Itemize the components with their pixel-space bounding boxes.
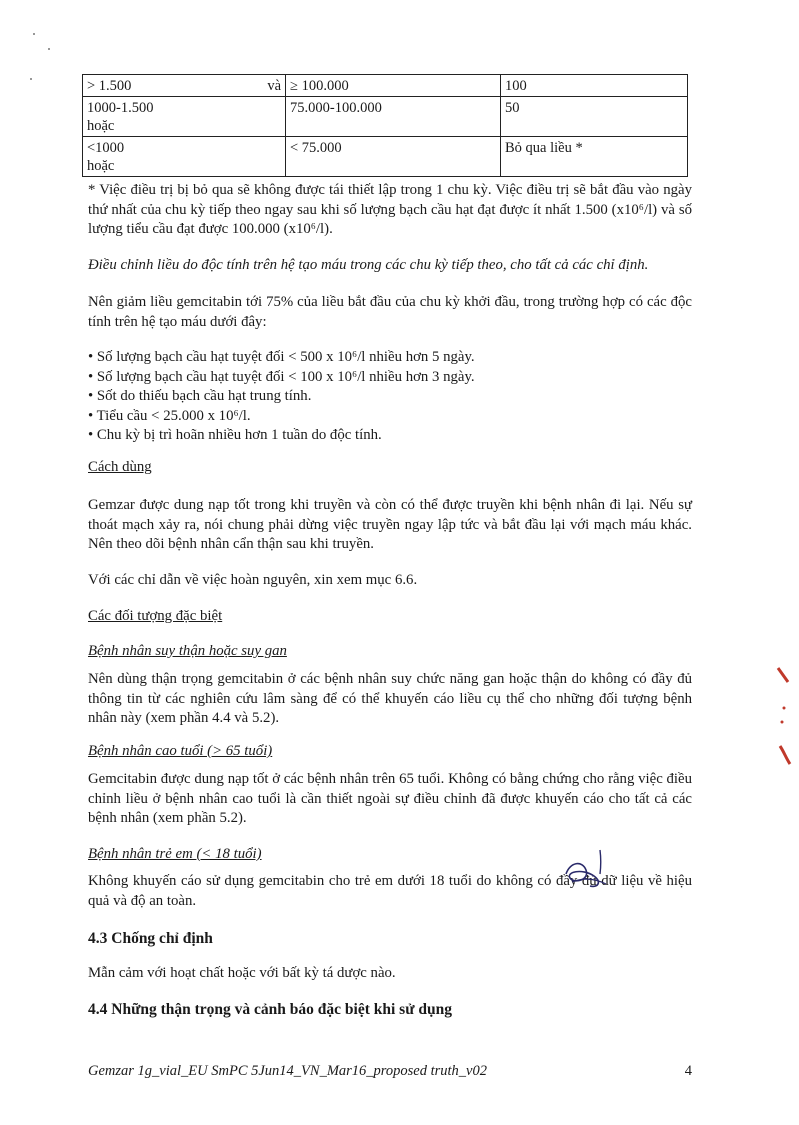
special-populations-heading: Các đối tượng đặc biệt xyxy=(88,608,223,624)
table-cell xyxy=(501,97,688,137)
warnings-heading: 4.4 Những thận trọng và cảnh báo đặc biệt khi sử dụng xyxy=(88,1001,453,1018)
administration-paragraph: Gemzar được dung nạp tốt trong khi truyền và còn có thể được truyền khi bệnh nhân đi lại. Nếu sự thoát mạch xảy ra, nói chung phải dừng việc truyền ngay lập tức và bắt đầu lại với mạch máu khác. Nên theo dõi bệnh nhân cẩn thận sau khi truyền. xyxy=(88,497,692,552)
cell-text: < 75.000 xyxy=(290,140,342,156)
administration-heading: Cách dùng xyxy=(88,459,152,475)
table-cell xyxy=(286,75,501,97)
table-cell xyxy=(501,137,688,177)
table-footnote: * Việc điều trị bị bỏ qua sẽ không được tái thiết lập trong 1 chu kỳ. Việc điều trị sẽ bắt đầu vào ngày thứ nhất của chu kỳ tiếp theo ngay sau khi số lượng bạch cầu hạt đạt được ít nhất 1.500 (x10⁶/l) và số lượng tiểu cầu đạt được 100.000 (x10⁶/l). xyxy=(88,182,692,237)
list-item: • Chu kỳ bị trì hoãn nhiều hơn 1 tuần do độc tính. xyxy=(88,426,692,446)
cell-text: 75.000-100.000 xyxy=(290,100,382,116)
cell-text: hoặc xyxy=(87,118,115,134)
hematologic-toxicity-heading: Điều chỉnh liều do độc tính trên hệ tạo máu trong các chu kỳ tiếp theo, cho tất cả các chỉ định. xyxy=(88,257,649,273)
scan-speck xyxy=(30,78,32,80)
contraindications-heading: 4.3 Chống chỉ định xyxy=(88,930,213,947)
table-row xyxy=(83,75,688,97)
contraindications-paragraph: Mẫn cảm với hoạt chất hoặc với bất kỳ tá dược nào. xyxy=(88,965,396,981)
table-cell xyxy=(83,137,286,177)
scan-speck xyxy=(33,33,35,35)
renal-hepatic-heading: Bệnh nhân suy thận hoặc suy gan xyxy=(88,643,287,659)
page-footer xyxy=(88,1063,692,1080)
cell-text: 100 xyxy=(505,78,527,94)
table-cell xyxy=(83,75,286,97)
list-item: • Tiểu cầu < 25.000 x 10⁶/l. xyxy=(88,407,692,427)
list-item: • Số lượng bạch cầu hạt tuyệt đối < 100 x 10⁶/l nhiều hơn 3 ngày. xyxy=(88,368,692,388)
table-cell xyxy=(501,75,688,97)
cell-text: 1000-1.500 xyxy=(87,100,154,116)
table-row xyxy=(83,97,688,137)
list-item: • Số lượng bạch cầu hạt tuyệt đối < 500 x 10⁶/l nhiều hơn 5 ngày. xyxy=(88,348,692,368)
dose-adjustment-table xyxy=(82,74,688,177)
cell-text: <1000 xyxy=(87,140,125,156)
hematologic-toxicity-intro: Nên giảm liều gemcitabin tới 75% của liều bắt đầu của chu kỳ khởi đầu, trong trường hợp có các độc tính trên hệ tạo máu dưới đây: xyxy=(88,294,692,330)
cell-text: hoặc xyxy=(87,158,115,174)
renal-hepatic-paragraph: Nên dùng thận trọng gemcitabin ở các bệnh nhân suy chức năng gan hoặc thận do không có đầy đủ thông tin từ các nghiên cứu lâm sàng để có thể khuyến cáo liều cụ thể cho những đối tượng bệnh nhân này (xem phần 4.4 và 5.2). xyxy=(88,671,692,726)
table-cell xyxy=(286,97,501,137)
scan-speck xyxy=(48,48,50,50)
elderly-paragraph: Gemcitabin được dung nạp tốt ở các bệnh nhân trên 65 tuổi. Không có bằng chứng cho rằng việc điều chỉnh liều ở bệnh nhân cao tuổi là cần thiết ngoài sự điều chỉnh đã được khuyến cáo cho tất cả các bệnh nhân (xem phần 5.2). xyxy=(88,771,692,826)
table-cell xyxy=(286,137,501,177)
list-item: • Sốt do thiếu bạch cầu hạt trung tính. xyxy=(88,387,692,407)
elderly-heading: Bệnh nhân cao tuổi (> 65 tuổi) xyxy=(88,743,273,759)
cell-text: 50 xyxy=(505,100,520,116)
cell-text: Bỏ qua liều * xyxy=(505,140,583,156)
reconstitution-note: Với các chỉ dẫn về việc hoàn nguyên, xin xem mục 6.6. xyxy=(88,572,418,588)
pediatric-paragraph: Không khuyến cáo sử dụng gemcitabin cho trẻ em dưới 18 tuổi do không có đầy đủ dữ liệu về hiệu quả và độ an toàn. xyxy=(88,873,692,909)
margin-stamp-fragment xyxy=(770,660,794,780)
page-number: 4 xyxy=(684,1063,692,1079)
initials-mark xyxy=(560,848,626,898)
pediatric-heading: Bệnh nhân trẻ em (< 18 tuổi) xyxy=(88,846,262,862)
cell-text: và xyxy=(267,78,281,94)
toxicity-bullet-list xyxy=(88,348,692,446)
footer-document-id: Gemzar 1g_vial_EU SmPC 5Jun14_VN_Mar16_proposed truth_v02 xyxy=(88,1063,487,1079)
cell-text: > 1.500 xyxy=(87,78,132,94)
cell-text: ≥ 100.000 xyxy=(290,78,349,94)
table-cell xyxy=(83,97,286,137)
table-row xyxy=(83,137,688,177)
